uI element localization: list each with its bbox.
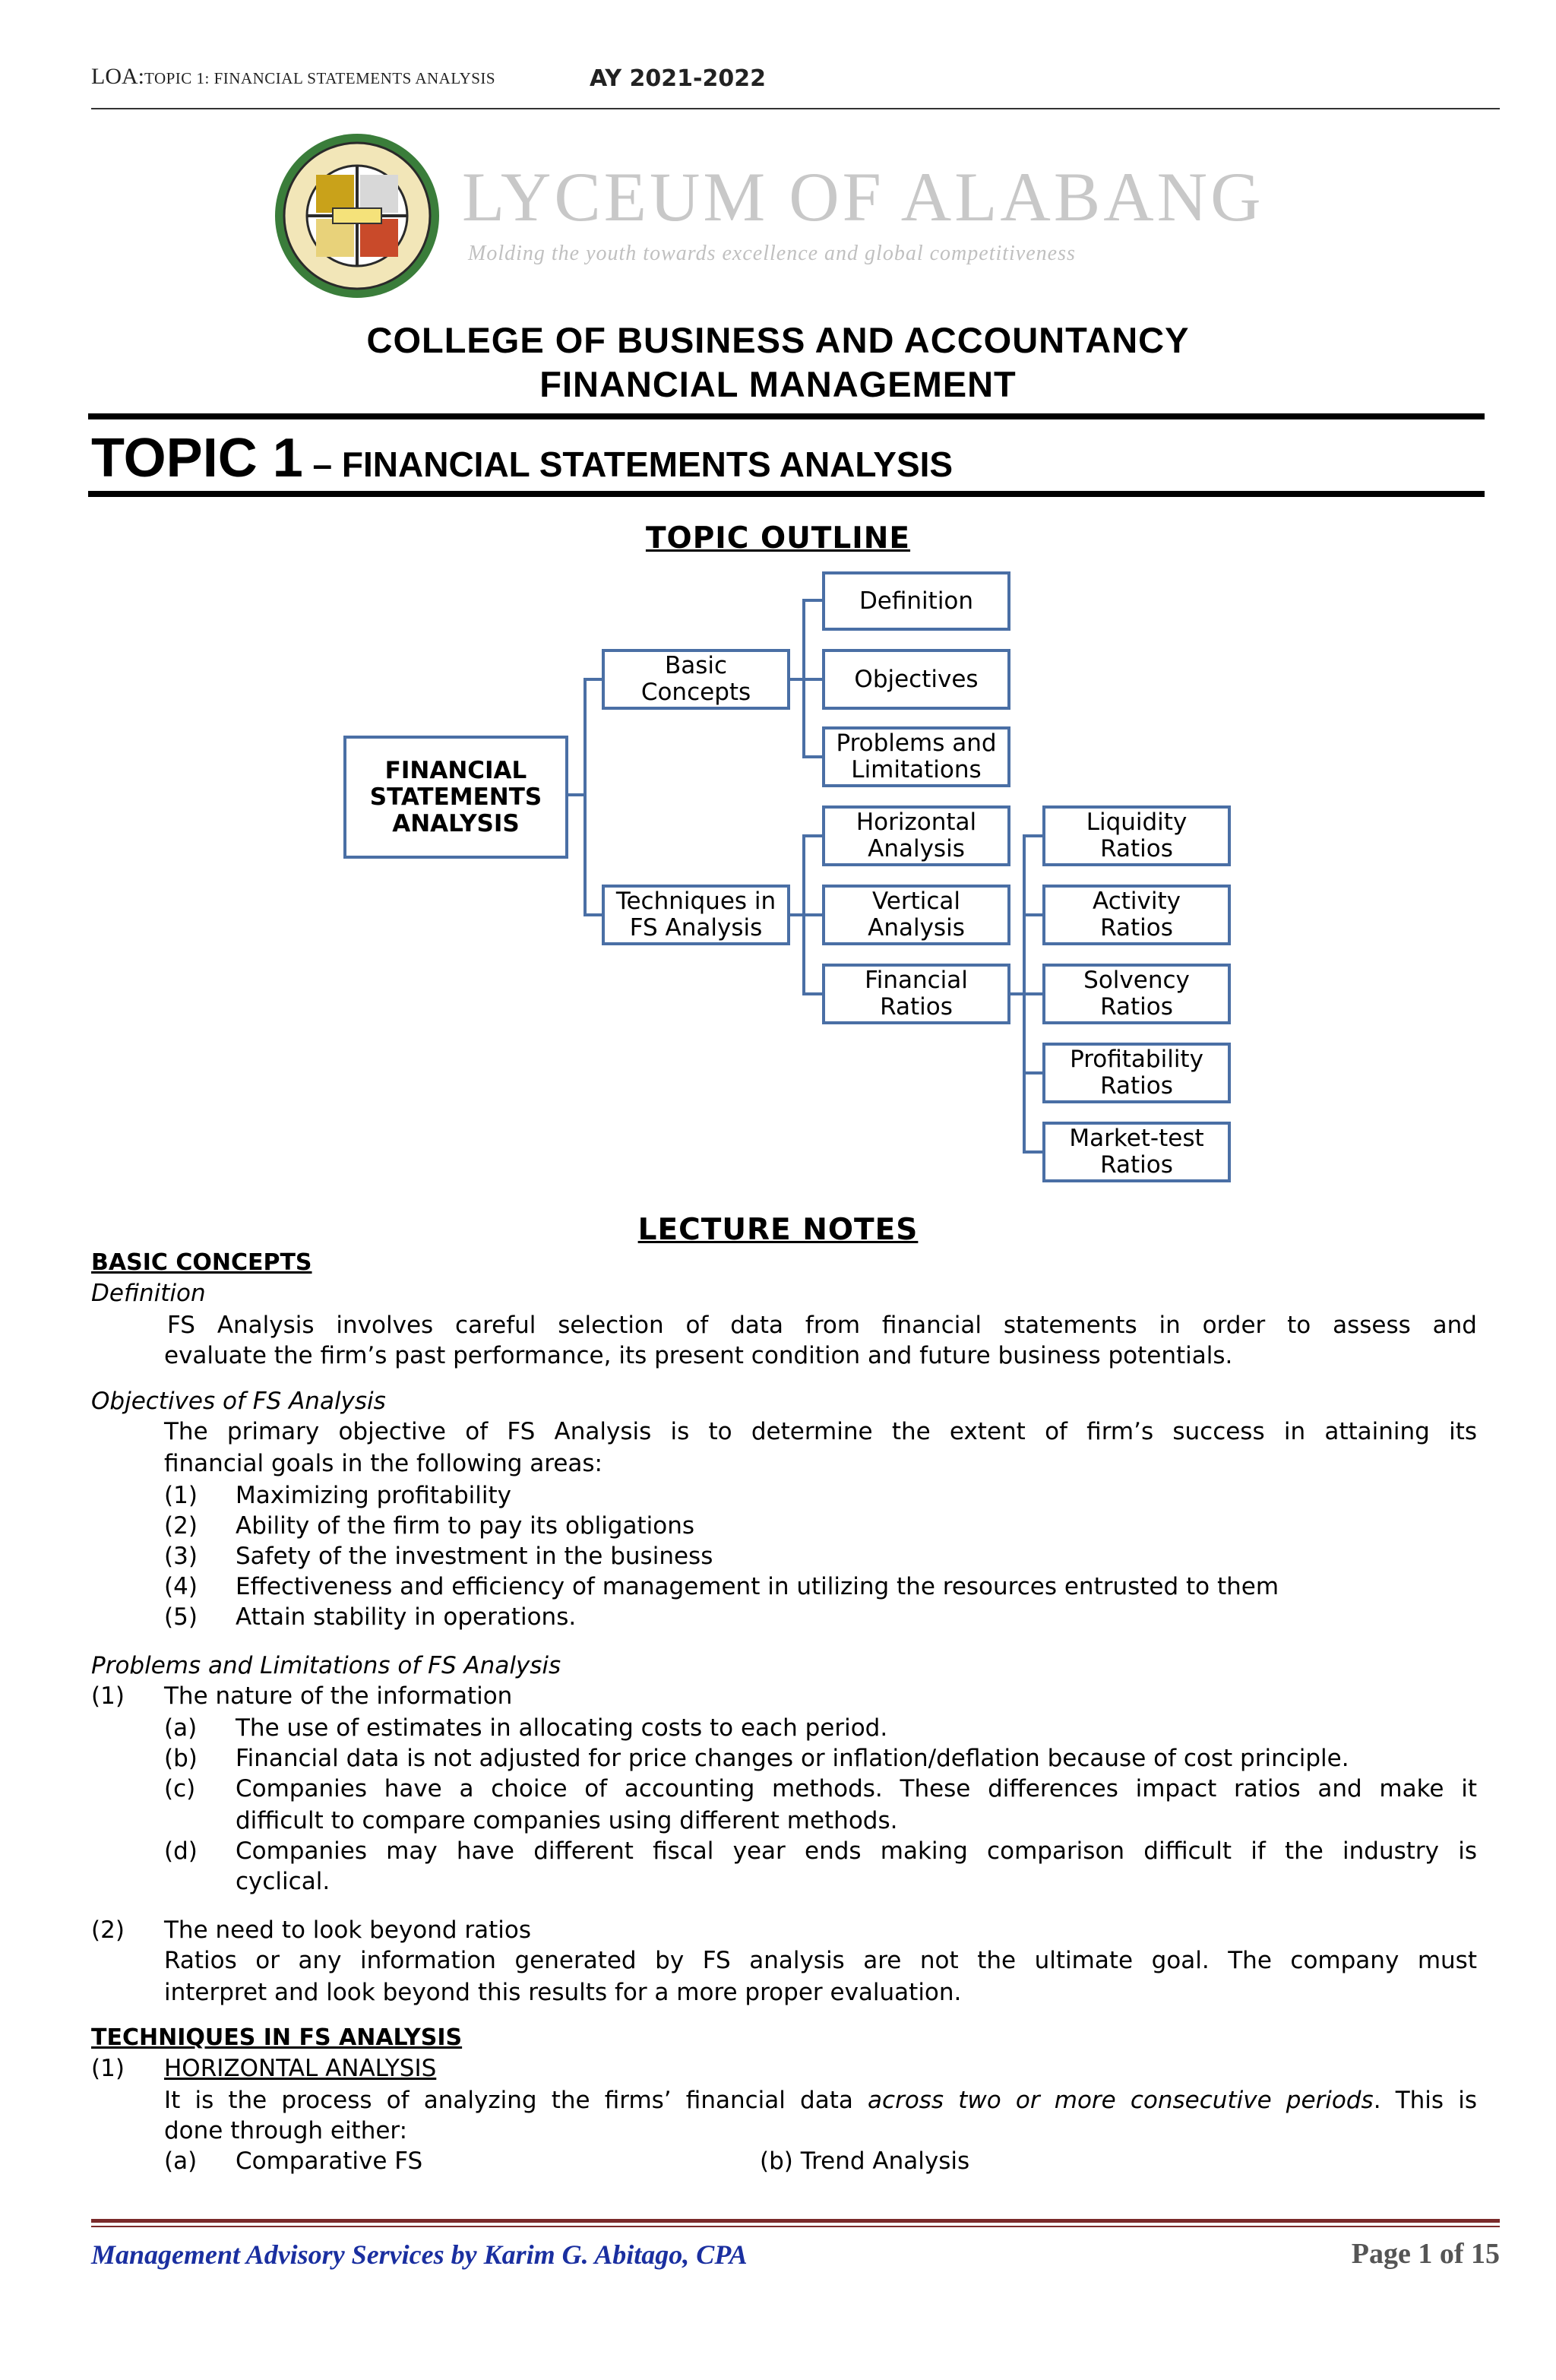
connector — [1023, 834, 1044, 837]
problem-sub-num: (d) — [164, 1837, 198, 1865]
outline-financial-ratios-box: Financial Ratios — [822, 964, 1010, 1024]
problem-2-line-2: interpret and look beyond this results for a more proper evaluation. — [164, 1979, 962, 2006]
problems-label: Problems and Limitations of FS Analysis — [91, 1652, 561, 1679]
outline-definition-box: Definition — [822, 571, 1010, 631]
technique-title: HORIZONTAL ANALYSIS — [164, 2055, 437, 2082]
outline-horizontal-box: Horizontal Analysis — [822, 805, 1010, 866]
outline-profitability-box: Profitability Ratios — [1042, 1043, 1231, 1103]
connector — [1023, 1071, 1044, 1074]
problem-2-line-1: Ratios or any information generated by FS analysis are not the ultimate goal. The company must — [164, 1947, 1477, 1974]
horizontal-sub-item: (b) Trend Analysis — [760, 2147, 970, 2175]
horizontal-line-2: done through either: — [164, 2117, 408, 2144]
objective-num: (5) — [164, 1603, 198, 1631]
topic-subtitle: – FINANCIAL STATEMENTS ANALYSIS — [302, 445, 954, 484]
objectives-label: Objectives of FS Analysis — [91, 1388, 386, 1415]
techniques-heading: TECHNIQUES IN FS ANALYSIS — [91, 2024, 463, 2051]
problem-num: (1) — [91, 1682, 125, 1710]
outline-liquidity-box: Liquidity Ratios — [1042, 805, 1231, 866]
connector — [802, 755, 824, 758]
connector — [789, 678, 804, 681]
connector — [584, 913, 603, 916]
connector — [802, 834, 824, 837]
outline-market-test-box: Market-test Ratios — [1042, 1122, 1231, 1182]
connector — [802, 992, 824, 995]
objective-num: (3) — [164, 1543, 198, 1570]
header-rule — [91, 108, 1500, 109]
college-name: COLLEGE OF BUSINESS AND ACCOUNTANCY — [366, 320, 1190, 360]
connector — [1009, 992, 1024, 995]
problem-sub-item: Financial data is not adjusted for price changes or inflation/deflation because of cost principle. — [236, 1745, 1349, 1772]
objective-item: Maximizing profitability — [236, 1482, 511, 1509]
page-number: Page 1 of 15 — [1351, 2238, 1500, 2270]
outline-techniques-box: Techniques in FS Analysis — [602, 885, 790, 945]
connector — [1023, 1150, 1044, 1154]
technique-num: (1) — [91, 2055, 125, 2082]
objective-item: Safety of the investment in the business — [236, 1543, 713, 1570]
footer-rule — [91, 2219, 1500, 2223]
definition-line-1: FS Analysis involves careful selection of data from financial statements in order to assess and — [167, 1312, 1477, 1339]
topic-outline-heading: TOPIC OUTLINE — [645, 521, 911, 555]
problem-sub-item: Companies may have different fiscal year ends making comparison difficult if the industry is — [236, 1837, 1477, 1865]
problem-title: The nature of the information — [164, 1682, 513, 1710]
outline-solvency-box: Solvency Ratios — [1042, 964, 1231, 1024]
objective-num: (4) — [164, 1573, 198, 1600]
problem-sub-item-cont: cyclical. — [236, 1868, 330, 1895]
connector — [1023, 913, 1044, 916]
problem-num: (2) — [91, 1916, 125, 1944]
problem-sub-num: (c) — [164, 1775, 196, 1802]
horizontal-sub-item: Comparative FS — [236, 2147, 423, 2175]
objectives-line-2: financial goals in the following areas: — [164, 1450, 602, 1477]
connector — [567, 793, 585, 796]
footer-author: Management Advisory Services by Karim G. Abitago, CPA — [91, 2239, 748, 2270]
connector — [789, 913, 804, 916]
problem-sub-item: The use of estimates in allocating costs to each period. — [236, 1714, 888, 1742]
running-header — [91, 64, 495, 90]
problem-sub-item: Companies have a choice of accounting methods. These differences impact ratios and make it — [236, 1775, 1477, 1802]
outline-activity-box: Activity Ratios — [1042, 885, 1231, 945]
school-tagline: Molding the youth towards excellence and global competitiveness — [468, 242, 1076, 265]
basic-concepts-heading: BASIC CONCEPTS — [91, 1249, 312, 1276]
objective-item: Attain stability in operations. — [236, 1603, 577, 1631]
objective-item: Effectiveness and efficiency of management in utilizing the resources entrusted to them — [236, 1573, 1279, 1600]
lecture-notes-heading: LECTURE NOTES — [637, 1213, 919, 1247]
problem-sub-num: (a) — [164, 1714, 198, 1742]
outline-vertical-box: Vertical Analysis — [822, 885, 1010, 945]
title-rule-top — [88, 413, 1485, 419]
objectives-line-1: The primary objective of FS Analysis is to determine the extent of firm’s success in attaining its — [164, 1418, 1477, 1445]
connector — [802, 913, 824, 916]
connector — [584, 678, 603, 681]
loa-topic: TOPIC 1: FINANCIAL STATEMENTS ANALYSIS — [144, 69, 496, 87]
course-name: FINANCIAL MANAGEMENT — [539, 364, 1017, 404]
horizontal-line-1-c: . This is — [1373, 2087, 1477, 2114]
connector — [584, 678, 587, 916]
outline-problems-box: Problems and Limitations — [822, 726, 1010, 787]
objective-item: Ability of the firm to pay its obligations — [236, 1512, 695, 1540]
school-seal — [270, 129, 444, 302]
problem-sub-item-cont: difficult to compare companies using different methods. — [236, 1807, 898, 1834]
title-rule-bottom — [88, 491, 1485, 497]
topic-title — [91, 427, 953, 489]
horizontal-line-1 — [164, 2087, 1477, 2114]
problem-sub-num: (b) — [164, 1745, 198, 1772]
loa-prefix: LOA: — [91, 64, 144, 89]
problem-title: The need to look beyond ratios — [164, 1916, 532, 1944]
outline-root-box: FINANCIAL STATEMENTS ANALYSIS — [343, 736, 568, 859]
objective-num: (2) — [164, 1512, 198, 1540]
footer-rule-thin — [91, 2226, 1500, 2227]
connector — [802, 599, 824, 602]
outline-objectives-box: Objectives — [822, 649, 1010, 710]
objective-num: (1) — [164, 1482, 198, 1509]
definition-label: Definition — [91, 1280, 206, 1307]
definition-line-2: evaluate the firm’s past performance, its present condition and future business potentials. — [164, 1342, 1233, 1369]
horizontal-sub-num: (a) — [164, 2147, 198, 2175]
connector — [1023, 992, 1044, 995]
outline-basic-concepts-box: Basic Concepts — [602, 649, 790, 710]
horizontal-line-1-emphasis: across two or more consecutive periods — [868, 2087, 1374, 2114]
topic-number: TOPIC 1 — [91, 428, 303, 489]
academic-year: AY 2021-2022 — [590, 65, 766, 92]
horizontal-line-1-a: It is the process of analyzing the firms’ financial data — [164, 2087, 868, 2114]
connector — [802, 678, 824, 681]
seal-icon — [270, 129, 444, 302]
school-name: LYCEUM OF ALABANG — [462, 158, 1264, 236]
